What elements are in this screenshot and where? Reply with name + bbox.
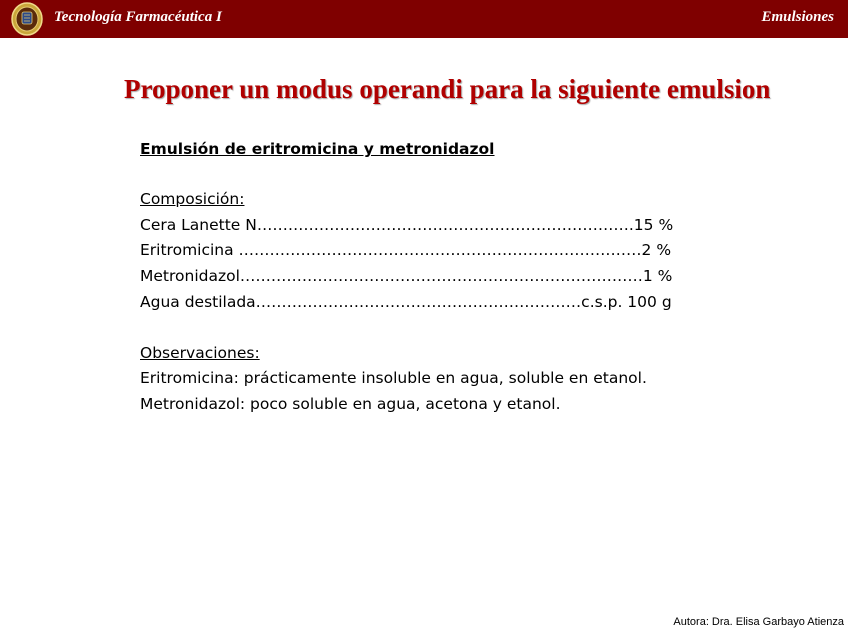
observations-label: Observaciones: — [140, 344, 260, 362]
composition-label: Composición: — [140, 190, 245, 208]
university-seal-icon — [11, 2, 43, 36]
observation-line: Metronidazol: poco soluble en agua, acetona y etanol. — [140, 395, 561, 413]
ingredient-line: Eritromicina ……………………………………………………………………2 % — [140, 241, 672, 259]
ingredient-line: Metronidazol……………………………………………………………………1 % — [140, 267, 673, 285]
slide-heading: Proponer un modus operandi para la siguiente emulsion — [124, 74, 771, 104]
topic-title: Emulsiones — [761, 9, 834, 25]
formula-title: Emulsión de eritromicina y metronidazol — [140, 140, 495, 158]
header-bar — [0, 0, 848, 38]
course-title: Tecnología Farmacéutica I — [54, 9, 222, 25]
ingredient-line: Agua destilada………………………………………………………c.s.p. 100 g — [140, 293, 672, 311]
ingredient-line: Cera Lanette N……………………………………………………………….15 % — [140, 216, 674, 234]
observation-line: Eritromicina: prácticamente insoluble en agua, soluble en etanol. — [140, 369, 647, 387]
footer-author: Autora: Dra. Elisa Garbayo Atienza — [673, 616, 844, 628]
